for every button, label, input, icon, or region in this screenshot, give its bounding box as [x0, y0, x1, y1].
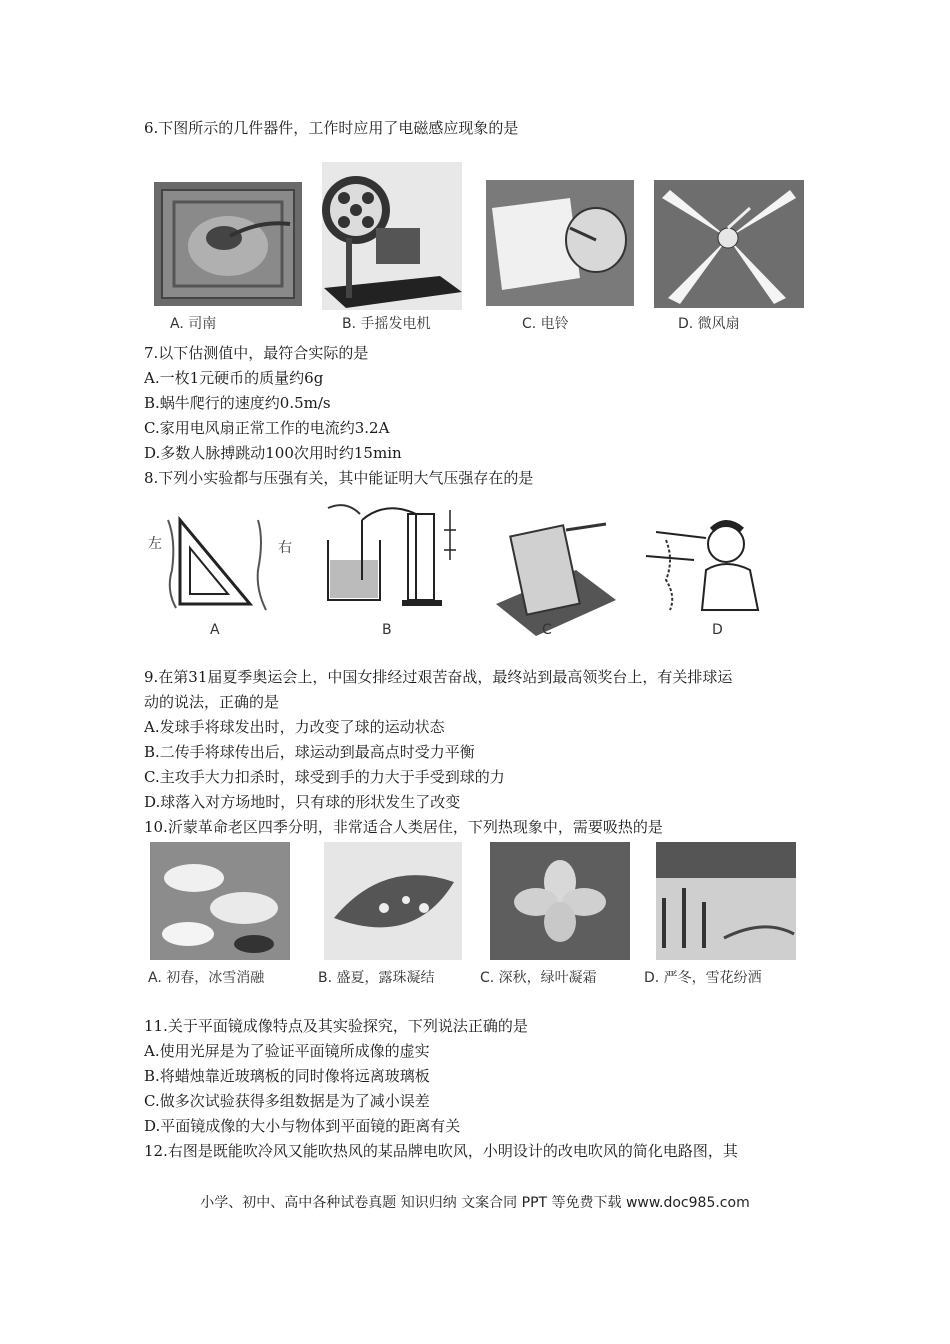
- q8-stem: 8.下列小实验都与压强有关，其中能证明大气压强存在的是: [144, 469, 534, 487]
- q11-stem: 11.关于平面镜成像特点及其实验探究，下列说法正确的是: [144, 1017, 528, 1035]
- q12-stem: 12.右图是既能吹冷风又能吹热风的某品牌电吹风，小明设计的改电吹风的简化电路图，其: [144, 1142, 738, 1160]
- q8-left-label: 左: [148, 536, 162, 552]
- q10-option-b: B. 盛夏，露珠凝结: [318, 970, 435, 986]
- q7-option-d: D.多数人脉搏跳动100次用时约15min: [144, 444, 402, 462]
- q7-option-b: B.蜗牛爬行的速度约0.5m/s: [144, 394, 331, 412]
- q6-image-b: [322, 162, 462, 310]
- q10-stem: 10.沂蒙革命老区四季分明，非常适合人类居住，下列热现象中，需要吸热的是: [144, 818, 663, 836]
- q7-stem: 7.以下估测值中，最符合实际的是: [144, 344, 369, 362]
- q6-image-a: [154, 182, 302, 306]
- q6-option-b: B. 手摇发电机: [342, 316, 431, 332]
- q8-label-c: C: [542, 622, 552, 638]
- q8-figure: [146, 500, 786, 642]
- q10-option-a: A. 初春，冰雪消融: [148, 970, 265, 986]
- q9-stem-line-2: 动的说法，正确的是: [144, 693, 280, 711]
- q9-option-c: C.主攻手大力扣杀时，球受到手的力大于手受到球的力: [144, 768, 505, 786]
- q10-image-c: [490, 842, 630, 960]
- q9-option-d: D.球落入对方场地时，只有球的形状发生了改变: [144, 793, 461, 811]
- q10-image-d: [656, 842, 796, 960]
- q10-figure: [144, 838, 810, 990]
- q8-image-d: [646, 523, 758, 610]
- q8-image-a: [148, 520, 292, 610]
- q6-option-c: C. 电铃: [522, 316, 569, 332]
- q11-option-d: D.平面镜成像的大小与物体到平面镜的距离有关: [144, 1117, 461, 1135]
- q10-image-b: [324, 842, 462, 960]
- q9-option-a: A.发球手将球发出时，力改变了球的运动状态: [144, 718, 445, 736]
- q6-figure: [150, 158, 815, 338]
- q7-option-c: C.家用电风扇正常工作的电流约3.2A: [144, 419, 390, 437]
- q8-label-b: B: [382, 622, 392, 638]
- q10-image-a: [150, 842, 290, 960]
- q11-option-a: A.使用光屏是为了验证平面镜所成像的虚实: [144, 1042, 430, 1060]
- q6-stem: 6.下图所示的几件器件，工作时应用了电磁感应现象的是: [144, 119, 519, 137]
- q9-stem-line-1: 9.在第31届夏季奥运会上，中国女排经过艰苦奋战，最终站到最高领奖台上，有关排球运: [144, 668, 733, 686]
- q6-image-c: [486, 180, 634, 306]
- q11-option-c: C.做多次试验获得多组数据是为了减小误差: [144, 1092, 430, 1110]
- q8-label-d: D: [712, 622, 723, 638]
- q8-label-a: A: [210, 622, 220, 638]
- q6-option-d: D. 微风扇: [678, 316, 740, 332]
- q8-image-b: [328, 505, 456, 606]
- q7-option-a: A.一枚1元硬币的质量约6g: [144, 369, 324, 387]
- page-footer: 小学、初中、高中各种试卷真题 知识归纳 文案合同 PPT 等免费下载 www.doc985.com: [200, 1195, 750, 1211]
- q10-option-c: C. 深秋，绿叶凝霜: [480, 970, 597, 986]
- q6-option-a: A. 司南: [170, 316, 217, 332]
- q10-option-d: D. 严冬，雪花纷洒: [644, 970, 762, 986]
- q11-option-b: B.将蜡烛靠近玻璃板的同时像将远离玻璃板: [144, 1067, 430, 1085]
- q9-option-b: B.二传手将球传出后，球运动到最高点时受力平衡: [144, 743, 475, 761]
- q8-image-c: [496, 524, 616, 636]
- q8-right-label: 右: [278, 540, 292, 556]
- q6-image-d: [654, 180, 804, 308]
